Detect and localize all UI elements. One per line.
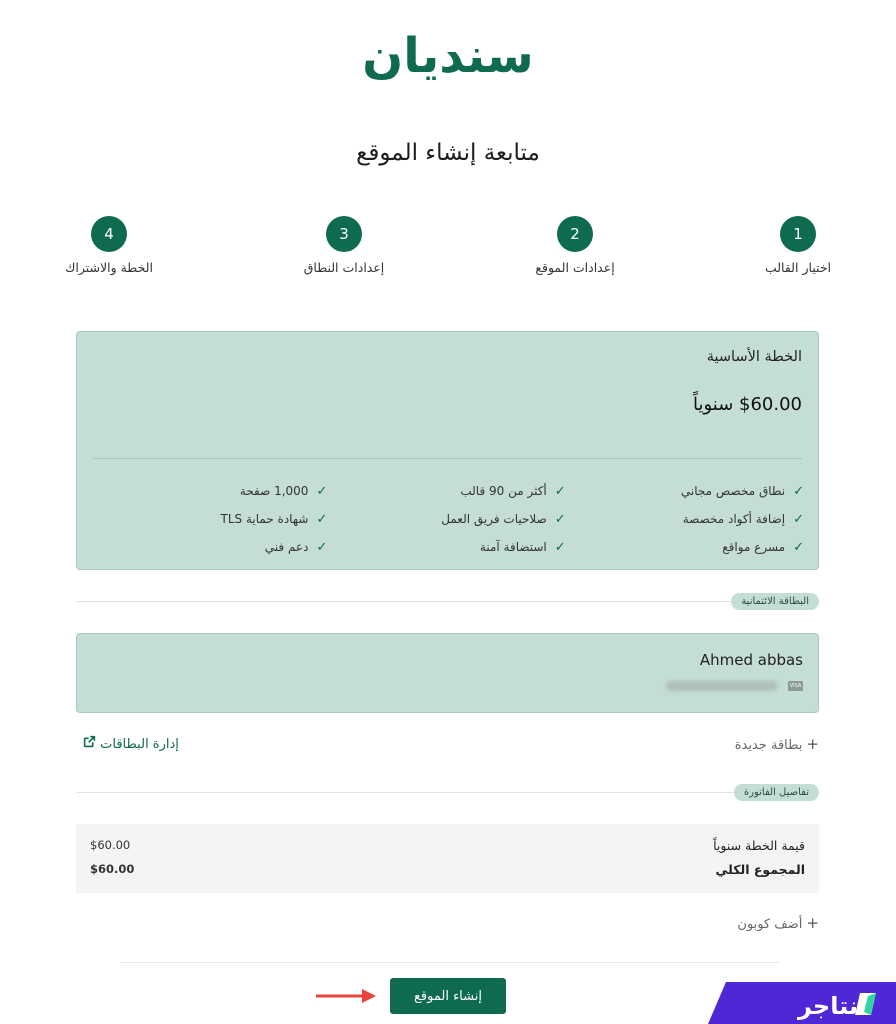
new-card-label: بطاقة جديدة	[734, 738, 803, 753]
plus-icon: +	[806, 735, 819, 753]
step-label: إعدادات النطاق	[303, 260, 385, 275]
external-link-icon	[83, 735, 96, 752]
saved-card[interactable]	[76, 633, 819, 713]
feature-item: ✓أكثر من 90 قالب	[460, 484, 566, 499]
invoice-total-value: $60.00	[90, 862, 135, 876]
arrow-right-icon	[316, 988, 378, 1004]
check-icon: ✓	[316, 484, 328, 499]
feature-item: ✓شهادة حماية TLS	[220, 512, 328, 527]
check-icon: ✓	[316, 512, 328, 527]
card-holder-name: Ahmed abbas	[699, 651, 803, 669]
feature-item: ✓دعم فني	[264, 540, 328, 555]
credit-card-section-label: البطاقة الائتمانية	[731, 593, 819, 610]
step-number: 3	[326, 216, 362, 252]
step-label: اختيار القالب	[764, 260, 832, 275]
plan-title: الخطة الأساسية	[706, 349, 802, 365]
manage-cards-link[interactable]	[77, 735, 179, 752]
feature-item: ✓إضافة أكواد مخصصة	[682, 512, 804, 527]
step-label: الخطة والاشتراك	[65, 260, 153, 275]
step-4[interactable]	[44, 216, 174, 275]
create-site-button[interactable]: إنشاء الموقع	[390, 978, 506, 1014]
step-label: إعدادات الموقع	[535, 260, 615, 275]
invoice-row-value: $60.00	[90, 838, 131, 852]
manage-cards-label: إدارة البطاقات	[100, 737, 179, 752]
check-icon: ✓	[316, 540, 328, 555]
page-title: متابعة إنشاء الموقع	[356, 140, 540, 166]
plan-card[interactable]	[76, 331, 819, 570]
step-3[interactable]	[279, 216, 409, 275]
check-icon: ✓	[793, 512, 804, 527]
plus-icon: +	[806, 914, 819, 932]
plan-price: $60.00 سنوياً	[692, 394, 802, 415]
check-icon: ✓	[554, 540, 566, 555]
check-icon: ✓	[793, 484, 804, 499]
visa-icon: VISA	[789, 683, 802, 689]
plan-features	[89, 481, 804, 557]
step-number: 2	[557, 216, 593, 252]
feature-item: ✓صلاحيات فريق العمل	[441, 512, 566, 527]
footer-divider	[120, 962, 780, 963]
watermark-logo	[708, 982, 896, 1024]
step-number: 1	[780, 216, 816, 252]
check-icon: ✓	[554, 484, 566, 499]
invoice-summary	[76, 824, 819, 893]
invoice-row	[90, 838, 805, 858]
watermark-text: نتاجر	[797, 992, 859, 1020]
new-card-button[interactable]	[735, 735, 819, 753]
logo: سنديان	[362, 28, 534, 84]
feature-item: ✓نطاق مخصص مجاني	[680, 484, 804, 499]
check-icon: ✓	[793, 540, 804, 555]
step-number: 4	[91, 216, 127, 252]
section-divider	[76, 601, 819, 602]
invoice-section-label: تفاصيل الفاتورة	[734, 784, 819, 801]
invoice-row-label: قيمة الخطة سنوياً	[713, 838, 805, 853]
add-coupon-label: أضف كوبون	[737, 917, 803, 932]
section-divider	[76, 792, 819, 793]
step-1[interactable]	[733, 216, 863, 275]
add-coupon-button[interactable]	[737, 914, 819, 932]
feature-item: ✓مسرع مواقع	[722, 540, 804, 555]
plan-divider	[93, 458, 802, 459]
feature-item: ✓1,000 صفحة	[239, 484, 328, 499]
invoice-total-label: المجموع الكلي	[715, 862, 805, 877]
invoice-total-row	[90, 862, 805, 882]
step-2[interactable]	[510, 216, 640, 275]
feature-item: ✓استضافة آمنة	[479, 540, 566, 555]
check-icon: ✓	[554, 512, 566, 527]
masked-card-number	[666, 681, 778, 691]
